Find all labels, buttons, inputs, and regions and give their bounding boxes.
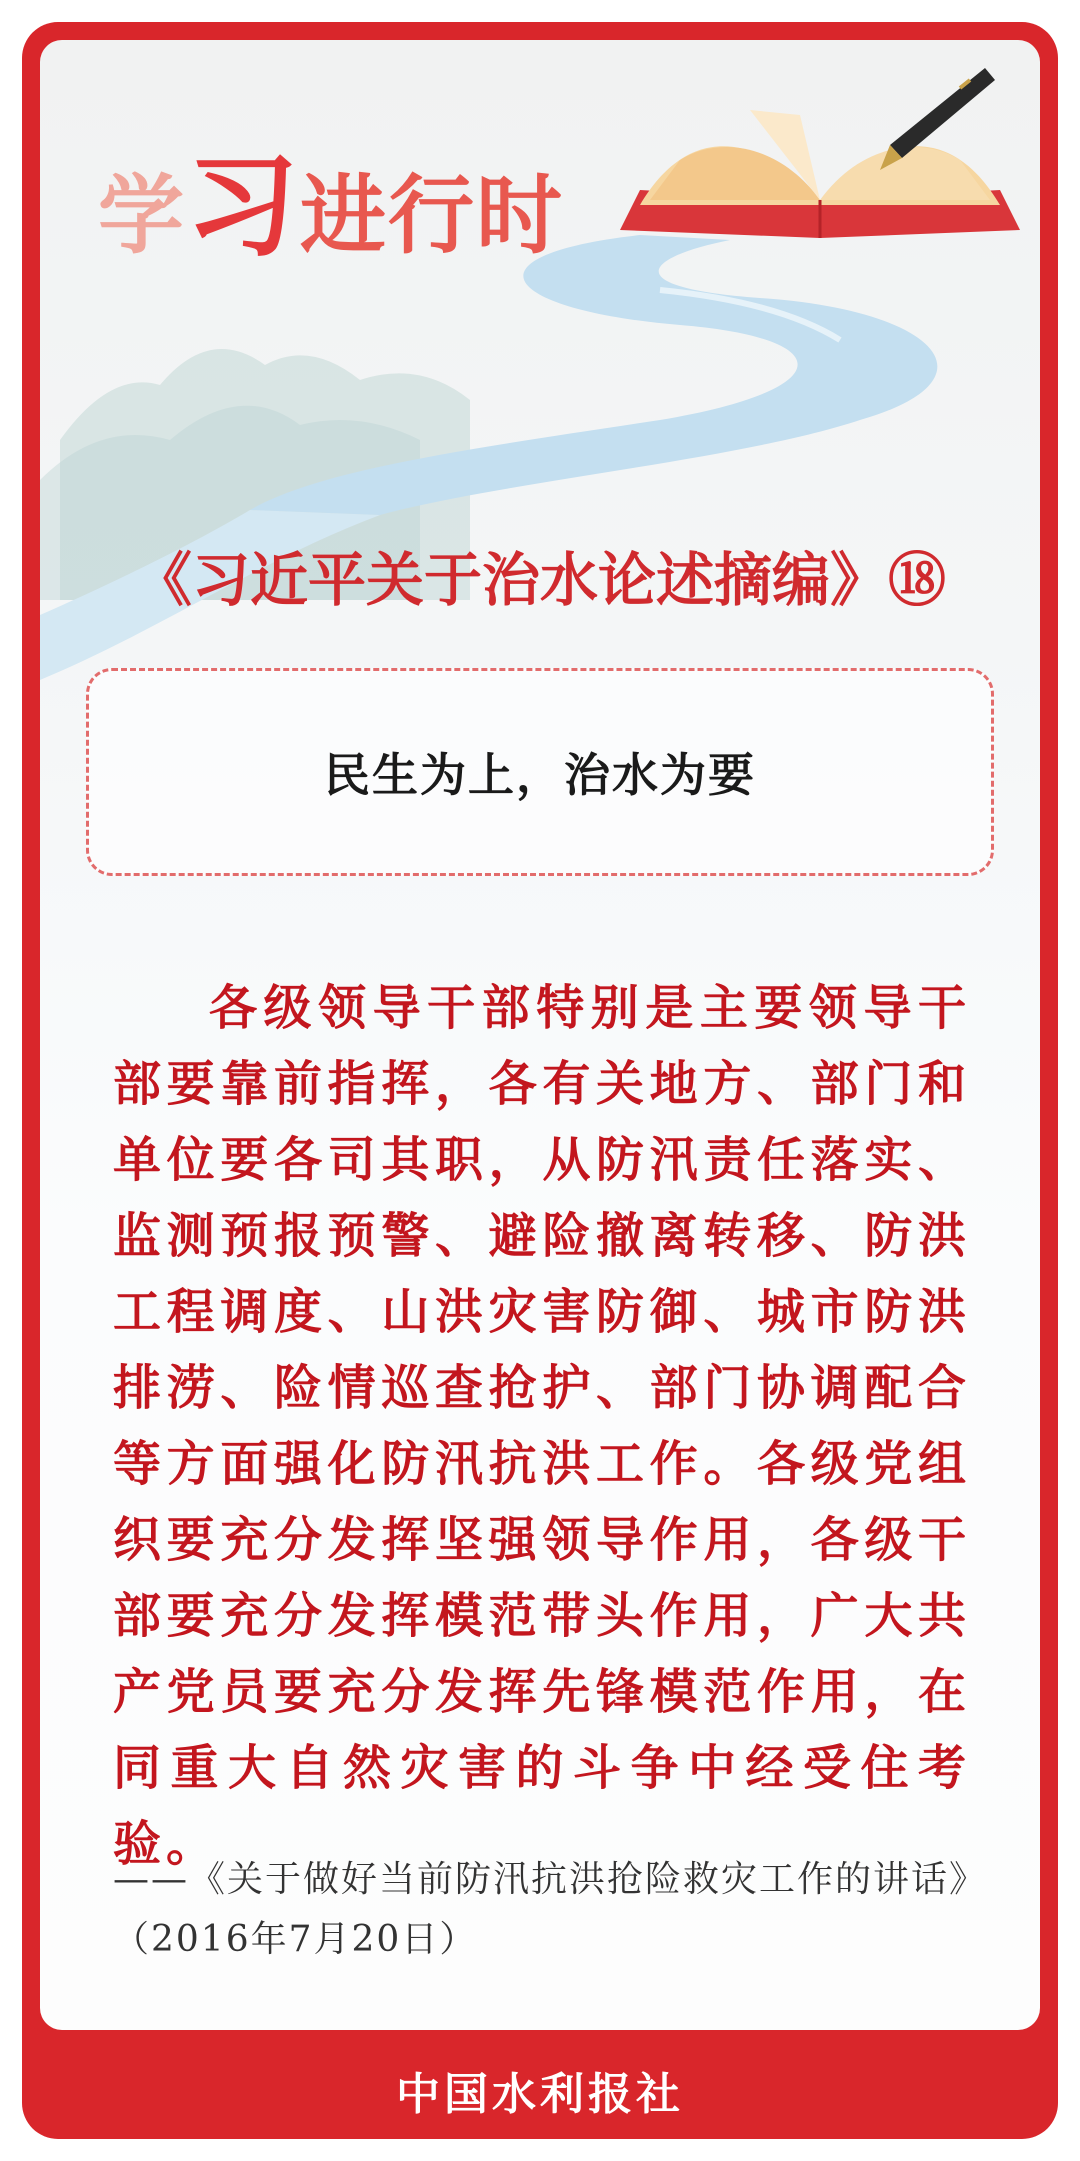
banner-title-part1: 学	[98, 166, 186, 266]
content-panel	[40, 40, 1040, 2030]
banner-title-part2: 习	[186, 142, 300, 272]
banner-title	[98, 142, 564, 272]
theme-heading: 民生为上，治水为要	[324, 748, 756, 802]
quote-source: ——《关于做好当前防汛抗洪抢险救灾工作的讲话》（2016年7月20日）	[113, 1859, 970, 1960]
open-book-icon	[620, 110, 1020, 238]
footer-publisher: 中国水利报社	[396, 2068, 684, 2120]
quote-body: 各级领导干部特别是主要领导干部要靠前指挥，各有关地方、部门和单位要各司其职，从防汛责任落实、监测预报预警、避险撤离转移、防洪工程调度、山洪灾害防御、城市防洪排涝、险情巡查抢护、部门协调配合等方面强化防汛抗洪工作。各级党组织要充分发挥坚强领导作用，各级干部要充分发挥模范带头作用，广大共产党员要充分发挥先锋模范作用，在同重大自然灾害的斗争中经受住考验。	[113, 980, 971, 1872]
theme-box	[86, 668, 994, 876]
series-title: 《习近平关于治水论述摘编》⑱	[133, 546, 946, 614]
banner-title-part3: 进行时	[300, 166, 564, 266]
